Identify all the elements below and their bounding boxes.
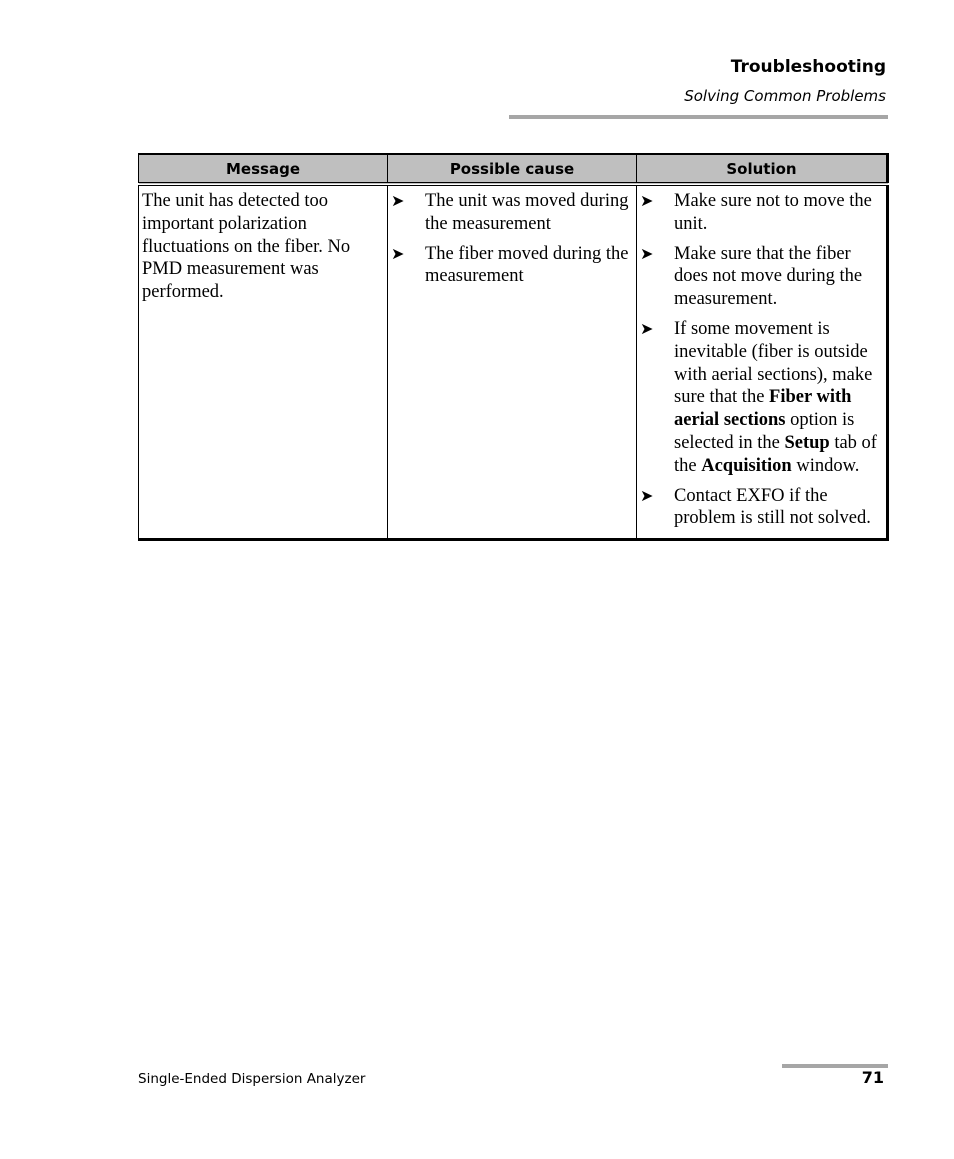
message-text: The unit has detected too important polarization fluctuations on the fiber. No PMD measurement was performed. — [142, 191, 351, 303]
arrow-bullet-icon: ➤ — [640, 485, 654, 505]
message-cell — [139, 184, 388, 540]
solution-cell — [637, 184, 888, 540]
cause-text: The unit was moved during the measurement — [425, 191, 629, 234]
arrow-bullet-icon: ➤ — [391, 243, 405, 263]
list-item — [391, 243, 633, 289]
solution-text-part: option is selected in the — [674, 410, 855, 453]
arrow-bullet-icon: ➤ — [640, 243, 654, 263]
troubleshooting-table — [138, 153, 889, 541]
table-row — [139, 184, 888, 540]
possible-cause-cell — [388, 184, 637, 540]
option-name-fiber-with-aerial-sections: Fiber with aerial sections — [674, 387, 852, 431]
arrow-bullet-icon: ➤ — [640, 191, 654, 210]
list-item — [640, 318, 883, 478]
column-header-possible-cause: Possible cause — [388, 154, 637, 184]
list-item — [391, 190, 633, 236]
window-name-acquisition: Acquisition — [701, 455, 792, 476]
solution-text: Contact EXFO if the problem is still not solved. — [674, 485, 871, 529]
list-item — [640, 485, 883, 531]
arrow-bullet-icon: ➤ — [391, 191, 405, 210]
list-item — [640, 190, 883, 236]
column-header-message: Message — [139, 154, 388, 184]
solution-text — [674, 318, 883, 478]
chapter-title: Troubleshooting — [730, 57, 886, 77]
solution-text-part: If some movement is inevitable (fiber is outside with aerial sections), make sure that the — [674, 318, 873, 408]
solution-text: Make sure not to move the unit. — [674, 191, 872, 234]
solution-text: Make sure that the fiber does not move during the measurement. — [674, 243, 863, 310]
page-number: 71 — [861, 1068, 884, 1087]
solution-text-part: tab of the — [674, 432, 877, 476]
list-item — [640, 243, 883, 311]
column-header-solution: Solution — [637, 154, 888, 184]
arrow-bullet-icon: ➤ — [640, 318, 654, 338]
header-rule — [509, 115, 888, 119]
table-header-row — [139, 154, 888, 184]
solution-text-part: window. — [791, 455, 860, 476]
section-title: Solving Common Problems — [684, 87, 886, 105]
tab-name-setup: Setup — [784, 432, 830, 453]
cause-text: The fiber moved during the measurement — [425, 243, 629, 287]
footer-product-name: Single-Ended Dispersion Analyzer — [138, 1071, 366, 1087]
